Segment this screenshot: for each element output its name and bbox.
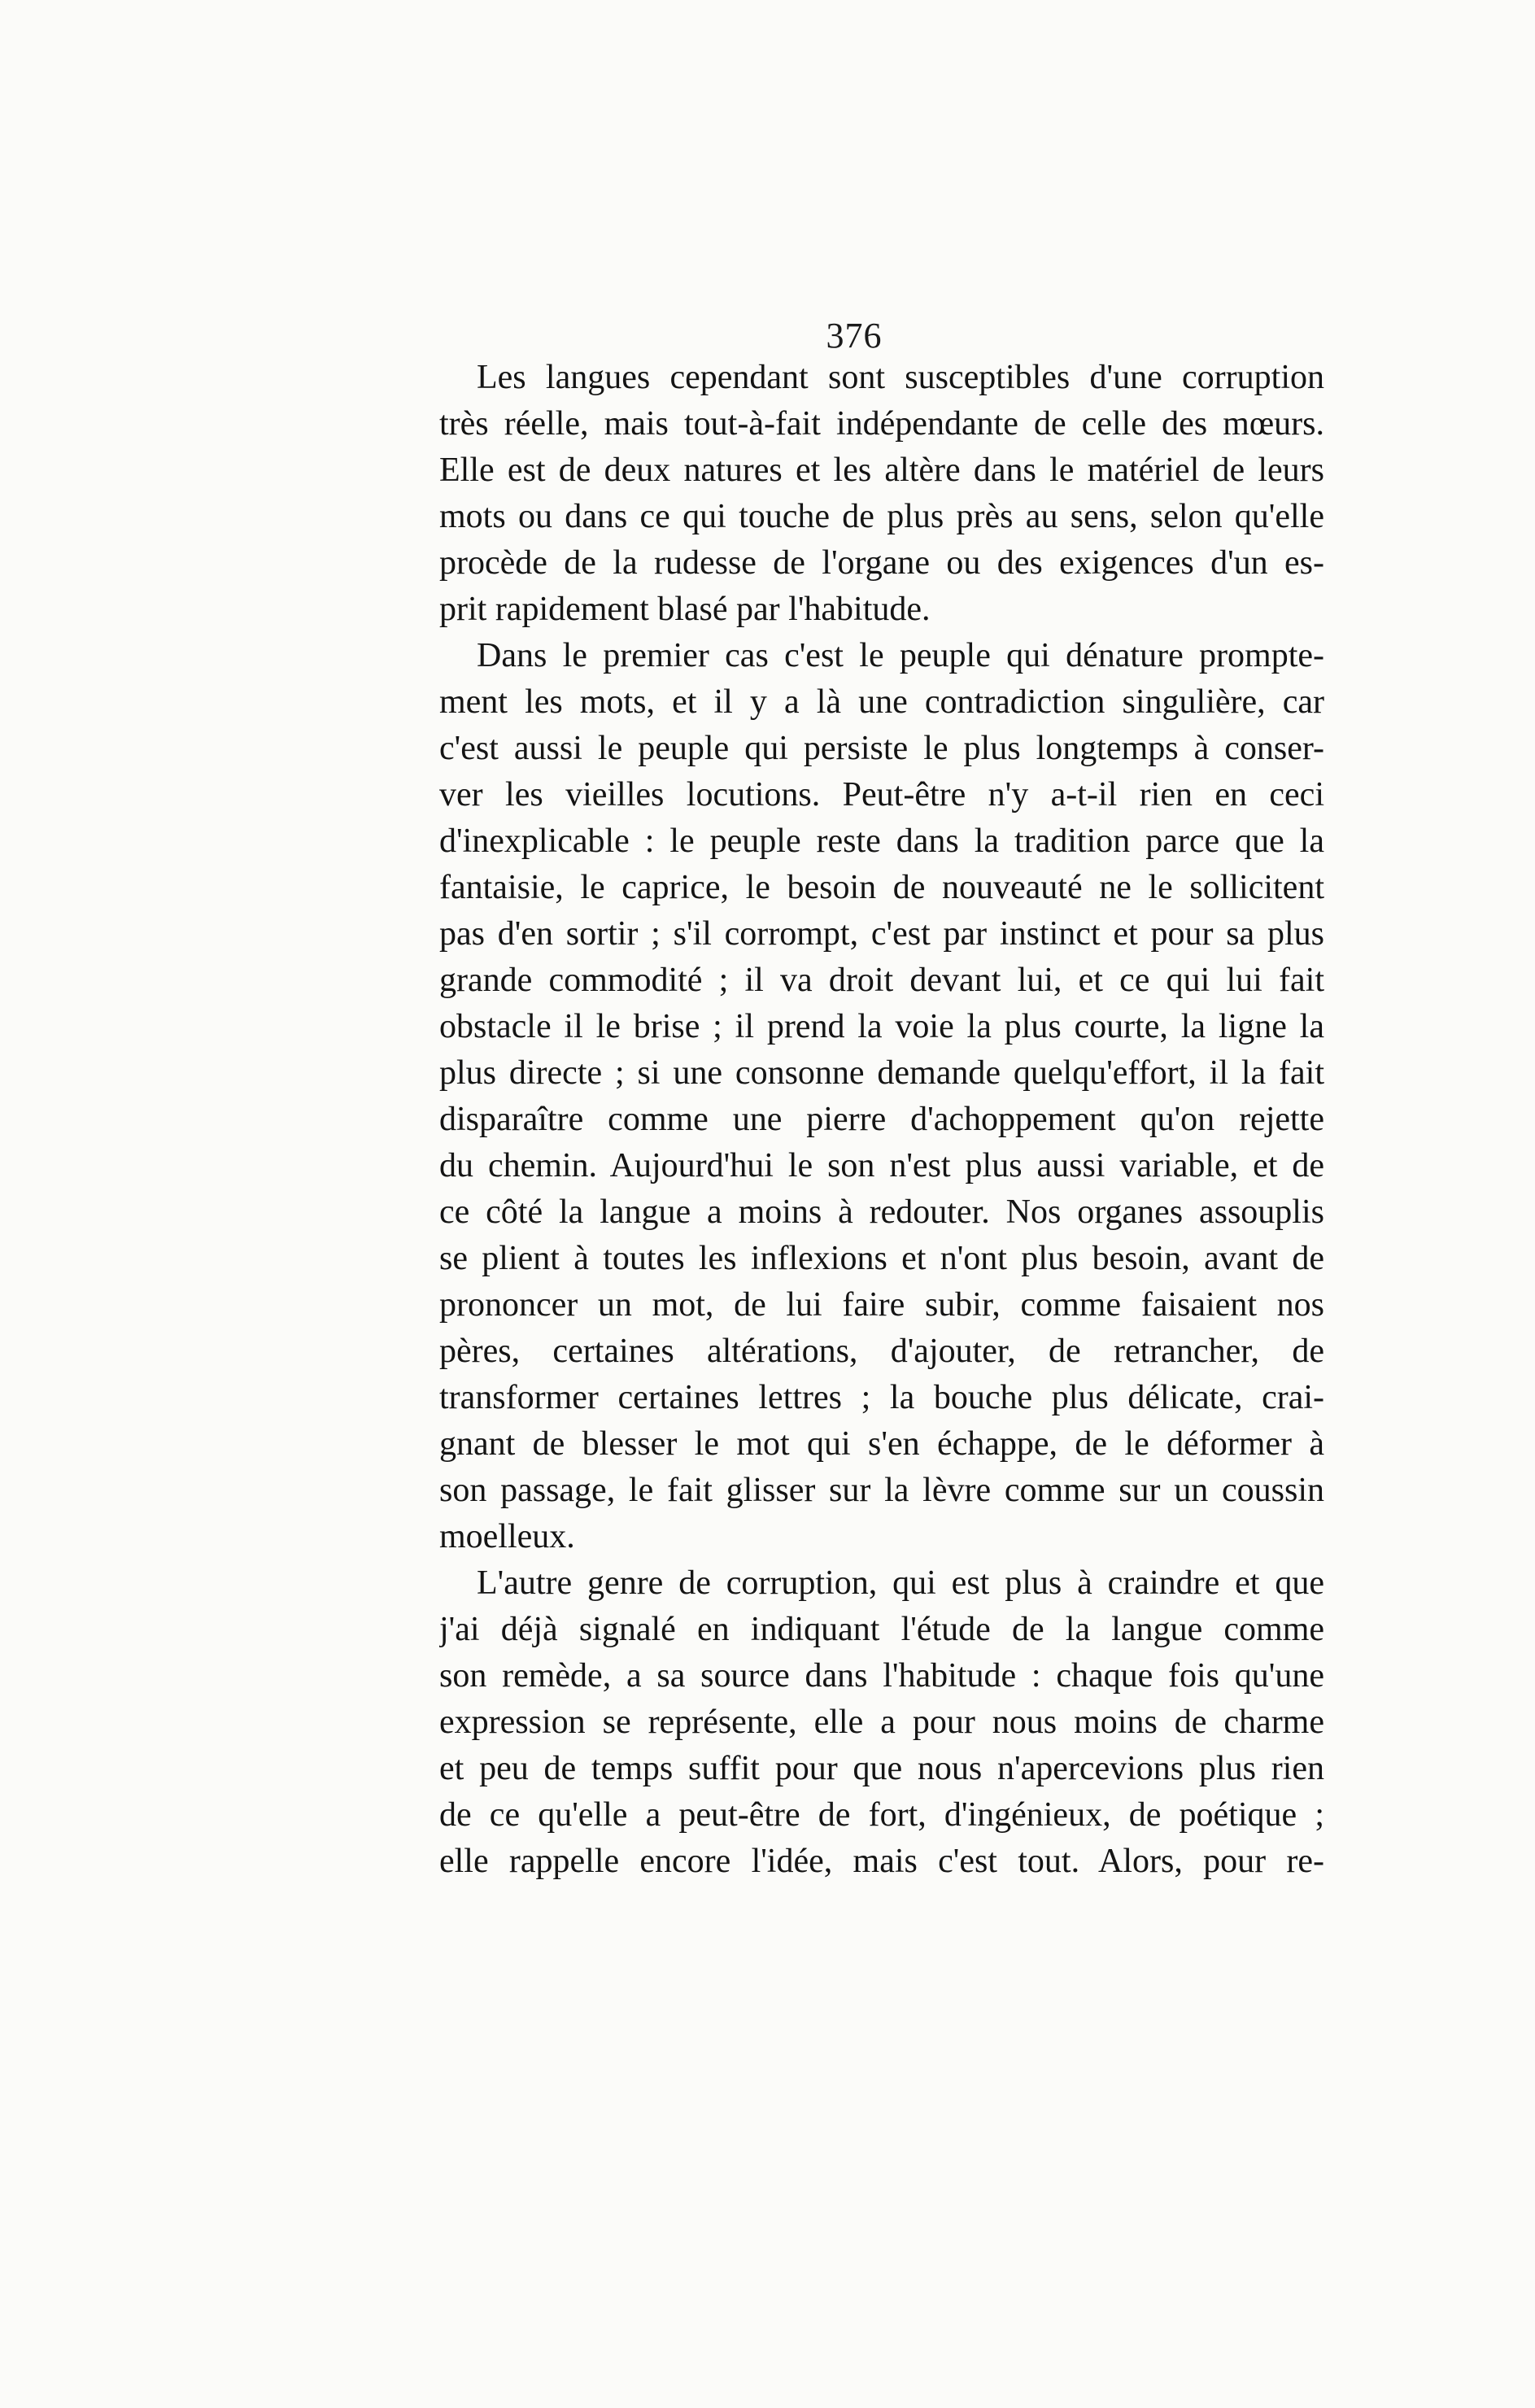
text-line: prononcer un mot, de lui faire subir, comme faisaient nos (439, 1286, 1324, 1324)
text-line: ver les vieilles locutions. Peut-être n'y a-t-il rien en ceci (439, 776, 1324, 814)
text-line: Elle est de deux natures et les altère dans le matériel de leurs (439, 452, 1324, 489)
text-line: très réelle, mais tout-à-fait indépendante de celle des mœurs. (439, 405, 1324, 443)
text-line: j'ai déjà signalé en indiquant l'étude de la langue comme (439, 1611, 1324, 1648)
text-line: prit rapidement blasé par l'habitude. (439, 591, 931, 628)
body-text (439, 355, 1324, 1885)
page-number: 376 (826, 316, 883, 356)
text-line: transformer certaines lettres ; la bouche plus délicate, crai- (439, 1379, 1324, 1416)
paragraph-3 (439, 1560, 1324, 1885)
text-line: c'est aussi le peuple qui persiste le plus longtemps à conser- (439, 730, 1324, 767)
text-line: son remède, a sa source dans l'habitude : chaque fois qu'une (439, 1657, 1324, 1695)
text-line: elle rappelle encore l'idée, mais c'est tout. Alors, pour re- (439, 1843, 1324, 1880)
text-line: de ce qu'elle a peut-être de fort, d'ingénieux, de poétique ; (439, 1796, 1324, 1834)
text-line: grande commodité ; il va droit devant lui, et ce qui lui fait (439, 962, 1324, 999)
text-line: pères, certaines altérations, d'ajouter, de retrancher, de (439, 1333, 1324, 1370)
paragraph-1 (439, 355, 1324, 633)
text-line: d'inexplicable : le peuple reste dans la tradition parce que la (439, 822, 1324, 860)
text-line: L'autre genre de corruption, qui est plus à craindre et que (477, 1564, 1324, 1602)
text-line: son passage, le fait glisser sur la lèvre comme sur un coussin (439, 1472, 1324, 1509)
text-line: se plient à toutes les inflexions et n'ont plus besoin, avant de (439, 1240, 1324, 1277)
text-line: obstacle il le brise ; il prend la voie la plus courte, la ligne la (439, 1008, 1324, 1045)
text-line: et peu de temps suffit pour que nous n'apercevions plus rien (439, 1750, 1324, 1787)
text-line: ment les mots, et il y a là une contradiction singulière, car (439, 683, 1324, 721)
text-line: ce côté la langue a moins à redouter. Nos organes assouplis (439, 1193, 1324, 1231)
text-line: disparaître comme une pierre d'achoppement qu'on rejette (439, 1101, 1324, 1138)
text-line: Les langues cependant sont susceptibles d'une corruption (477, 359, 1324, 396)
text-line: gnant de blesser le mot qui s'en échappe, de le déformer à (439, 1425, 1324, 1463)
text-line: pas d'en sortir ; s'il corrompt, c'est par instinct et pour sa plus (439, 915, 1324, 953)
text-line: plus directe ; si une consonne demande quelqu'effort, il la fait (439, 1054, 1324, 1092)
paragraph-2 (439, 633, 1324, 1560)
text-line: expression se représente, elle a pour nous moins de charme (439, 1703, 1324, 1741)
text-line: Dans le premier cas c'est le peuple qui dénature prompte- (477, 637, 1324, 674)
text-line: mots ou dans ce qui touche de plus près au sens, selon qu'elle (439, 498, 1324, 535)
text-line: fantaisie, le caprice, le besoin de nouveauté ne le sollicitent (439, 869, 1324, 906)
text-line: du chemin. Aujourd'hui le son n'est plus aussi variable, et de (439, 1147, 1324, 1184)
text-line: moelleux. (439, 1518, 575, 1555)
text-line: procède de la rudesse de l'organe ou des exigences d'un es- (439, 544, 1324, 582)
